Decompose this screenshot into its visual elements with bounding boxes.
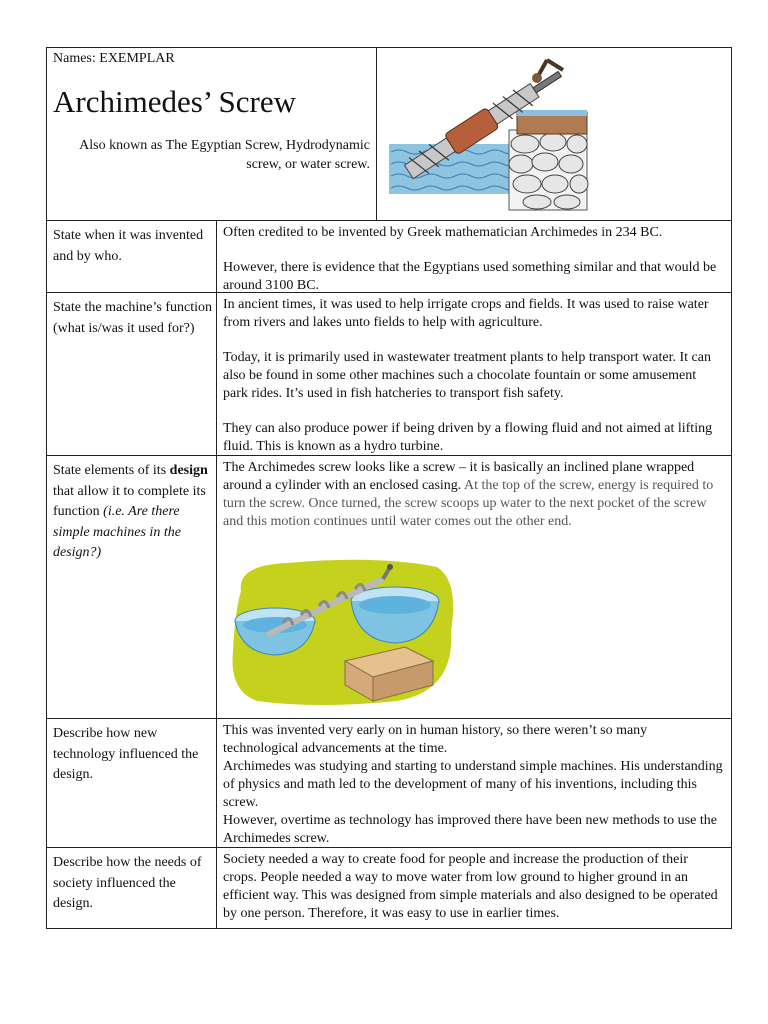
worksheet-table: [46, 47, 732, 929]
question-text: State elements of its: [53, 463, 170, 478]
answer-paragraph: Often credited to be invented by Greek mathematician Archimedes in 234 BC.: [223, 225, 663, 240]
answer-cell: [217, 293, 731, 455]
answer-paragraph: In ancient times, it was used to help irrigate crops and fields. It was used to raise water from rivers and lakes unto fields to help with agriculture.: [223, 297, 709, 330]
answer-text-gray: At the top of the screw, energy is required to turn the screw. Once turned, the screw scoops up water to the next pocket of the screw and this motion continues until water comes out the other end.: [223, 478, 714, 529]
table-row: [47, 848, 731, 928]
answer-cell: [217, 456, 731, 718]
answer-line: However, overtime as technology has improved there have been new methods to use the Archimedes screw.: [223, 813, 717, 846]
table-row: [47, 221, 731, 293]
question-cell: State the machine’s function (what is/was it used for?): [47, 293, 217, 455]
page-title: Archimedes’ Screw: [53, 84, 297, 119]
header-row: [47, 48, 731, 221]
answer-cell: [217, 221, 731, 292]
header-image-cell: [377, 48, 731, 220]
answer-cell: [217, 719, 731, 847]
question-italic-text: (i.e. Are there simple machines in the design?): [53, 504, 181, 560]
question-cell: State when it was invented and by who.: [47, 221, 217, 292]
answer-line: This was invented very early on in human history, so there weren’t so many technological advancements at the time.: [223, 723, 648, 756]
table-row: [47, 719, 731, 848]
header-text-cell: [47, 48, 377, 220]
answer-paragraph: Today, it is primarily used in wastewater treatment plants to help transport water. It can also be found in some other machines such a chocolate fountain or some amusement park rides. It’s used in fish hatcheries to transport fish safety.: [223, 350, 711, 401]
answer-paragraph: However, there is evidence that the Egyptians used something similar and that would be around 3100 BC.: [223, 260, 717, 293]
also-known-as: Also known as The Egyptian Screw, Hydrodynamic screw, or water screw.: [79, 138, 370, 172]
names-label: Names: EXEMPLAR: [53, 51, 175, 66]
answer-text: The Archimedes screw looks like a screw – it is basically an inclined plane wrapped around a cylinder with an enclosed casing.: [223, 460, 695, 493]
answer-paragraph: They can also produce power if being driven by a flowing fluid and not aimed at lifting fluid. This is known as a hydro turbine.: [223, 421, 713, 454]
answer-cell: [217, 848, 731, 928]
table-row: [47, 293, 731, 456]
table-row: [47, 456, 731, 719]
question-text: that allow it to complete its function: [53, 483, 206, 519]
archimedes-screw-illustration: [377, 48, 731, 218]
answer-line: Society needed a way to create food for people and increase the production of their crops. People needed a way to move water from low ground to higher ground in an efficient way. This was designed from simple materials and also designed to be operated by one person. Therefore, it was easy to use in earlier times.: [223, 852, 718, 921]
question-cell: Describe how new technology influenced the design.: [47, 719, 217, 847]
question-cell: Describe how the needs of society influenced the design.: [47, 848, 217, 928]
question-bold-text: design: [169, 463, 208, 478]
answer-line: Archimedes was studying and starting to understand simple machines. His understanding of physics and math led to the development of many of his inventions, including this screw.: [223, 759, 723, 810]
answer-paragraph: [223, 459, 723, 531]
question-cell: [47, 456, 217, 718]
screw-bowls-illustration: [227, 551, 457, 711]
